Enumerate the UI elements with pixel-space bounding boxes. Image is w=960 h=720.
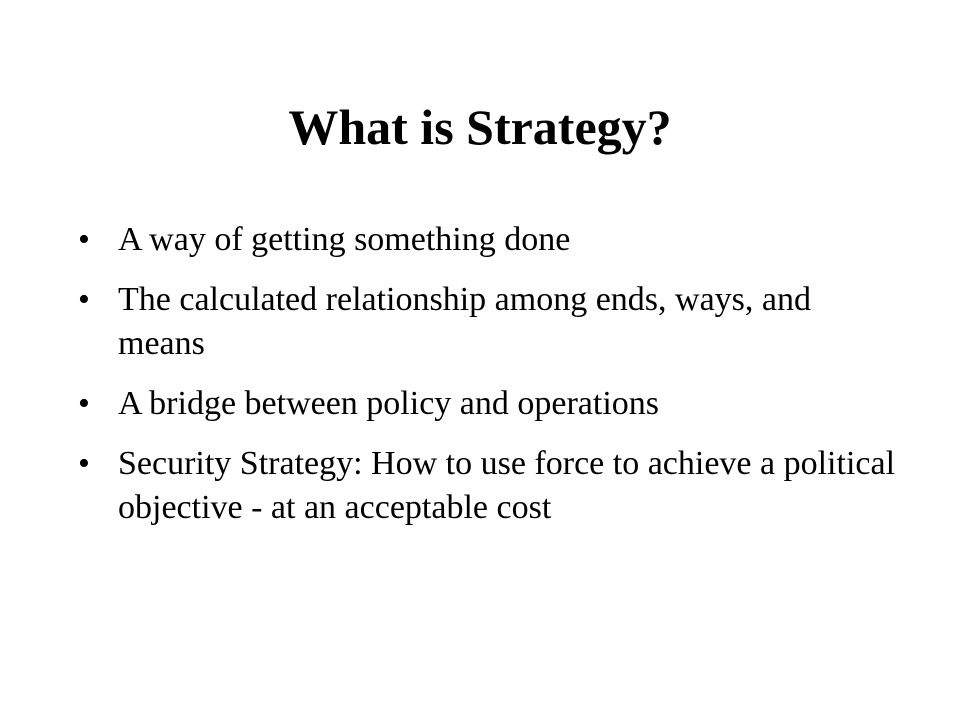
bullet-text: Security Strategy: How to use force to achieve a political objective - at an acceptable cost [118, 445, 896, 526]
bullet-text: A way of getting something done [118, 221, 571, 258]
bullet-item [78, 218, 898, 262]
bullet-list [78, 218, 898, 546]
bullet-text: A bridge between policy and operations [118, 385, 660, 422]
slide-title: What is Strategy? [288, 99, 672, 155]
bullet-item [78, 442, 898, 530]
bullet-dot-icon: • [78, 445, 90, 482]
bullet-text: The calculated relationship among ends, ways, and means [118, 281, 811, 362]
bullet-item [78, 278, 898, 366]
bullet-item [78, 382, 898, 426]
bullet-dot-icon: • [78, 281, 90, 318]
bullet-dot-icon: • [78, 221, 90, 258]
bullet-dot-icon: • [78, 385, 90, 422]
